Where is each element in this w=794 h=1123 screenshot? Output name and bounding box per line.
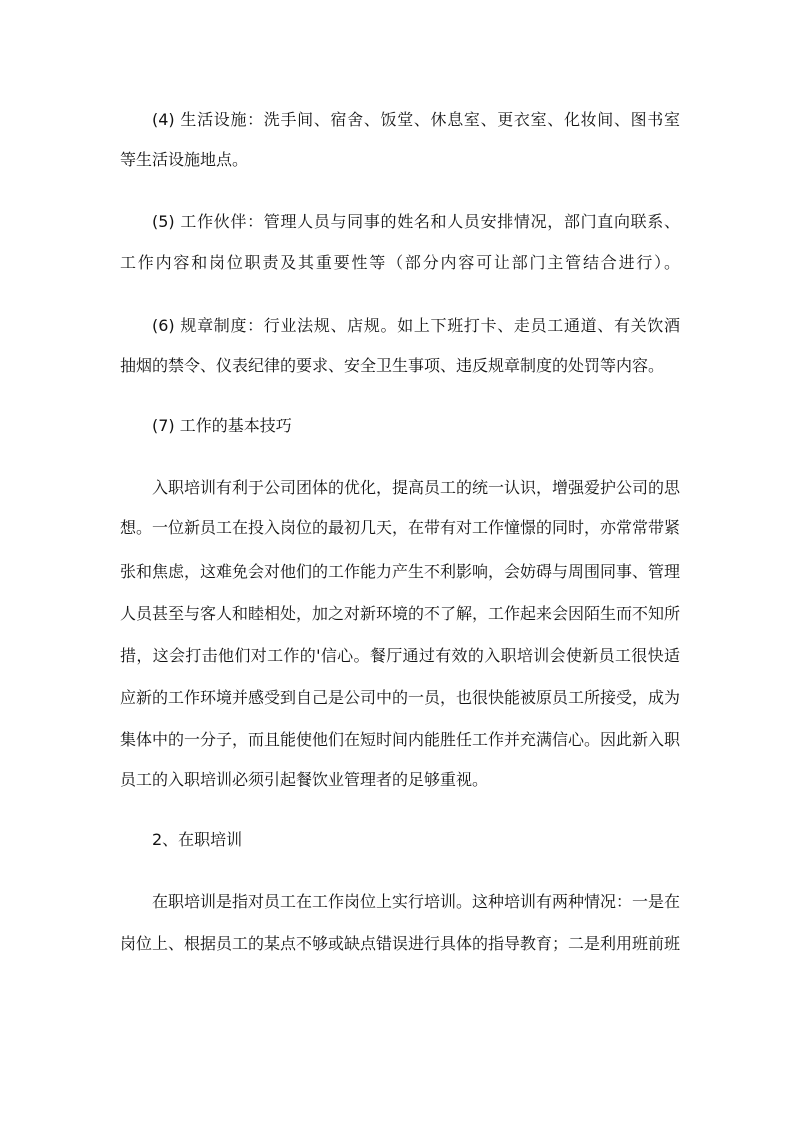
- paragraph-1-line-4: 人员甚至与客人和睦相处，加之对新环境的不了解，工作起来会因陌生而不知所: [120, 604, 680, 623]
- item-4-line-2: 等生活设施地点。: [120, 150, 249, 169]
- paragraph-1-line-8: 员工的入职培训必须引起餐饮业管理者的足够重视。: [120, 770, 489, 789]
- item-5-line-2: 工作内容和岗位职责及其重要性等（部分内容可让部门主管结合进行）。: [120, 253, 680, 272]
- item-7-line: (7) 工作的基本技巧: [152, 416, 292, 435]
- paragraph-2-line-1: 在职培训是指对员工在工作岗位上实行培训。这种培训有两种情况：一是在: [152, 892, 680, 911]
- paragraph-2-line-2: 岗位上、根据员工的某点不够或缺点错误进行具体的指导教育；二是利用班前班: [120, 934, 680, 953]
- item-6-line-2: 抽烟的禁令、仪表纪律的要求、安全卫生事项、违反规章制度的处罚等内容。: [120, 356, 665, 375]
- paragraph-1-line-1: 入职培训有利于公司团体的优化，提高员工的统一认识，增强爱护公司的思: [152, 478, 680, 497]
- paragraph-1-line-3: 张和焦虑，这难免会对他们的工作能力产生不利影响，会妨碍与周围同事、管理: [120, 562, 680, 581]
- paragraph-1-line-5: 措，这会打击他们对工作的'信心。餐厅通过有效的入职培训会使新员工很快适: [120, 646, 680, 665]
- paragraph-1-line-7: 集体中的一分子，而且能使他们在短时间内能胜任工作并充满信心。因此新入职: [120, 730, 680, 749]
- item-5-line-1: (5) 工作伙伴：管理人员与同事的姓名和人员安排情况，部门直向联系、: [152, 212, 680, 231]
- item-4-line-1: (4) 生活设施：洗手间、宿舍、饭堂、休息室、更衣室、化妆间、图书室: [152, 110, 680, 129]
- item-6-line-1: (6) 规章制度：行业法规、店规。如上下班打卡、走员工通道、有关饮酒: [152, 316, 680, 335]
- paragraph-1-line-2: 想。一位新员工在投入岗位的最初几天，在带有对工作憧憬的同时，亦常常带紧: [120, 518, 680, 537]
- paragraph-1-line-6: 应新的工作环境并感受到自己是公司中的一员，也很快能被原员工所接受，成为: [120, 688, 680, 707]
- section-heading-in-service-training: 2、在职培训: [152, 830, 243, 849]
